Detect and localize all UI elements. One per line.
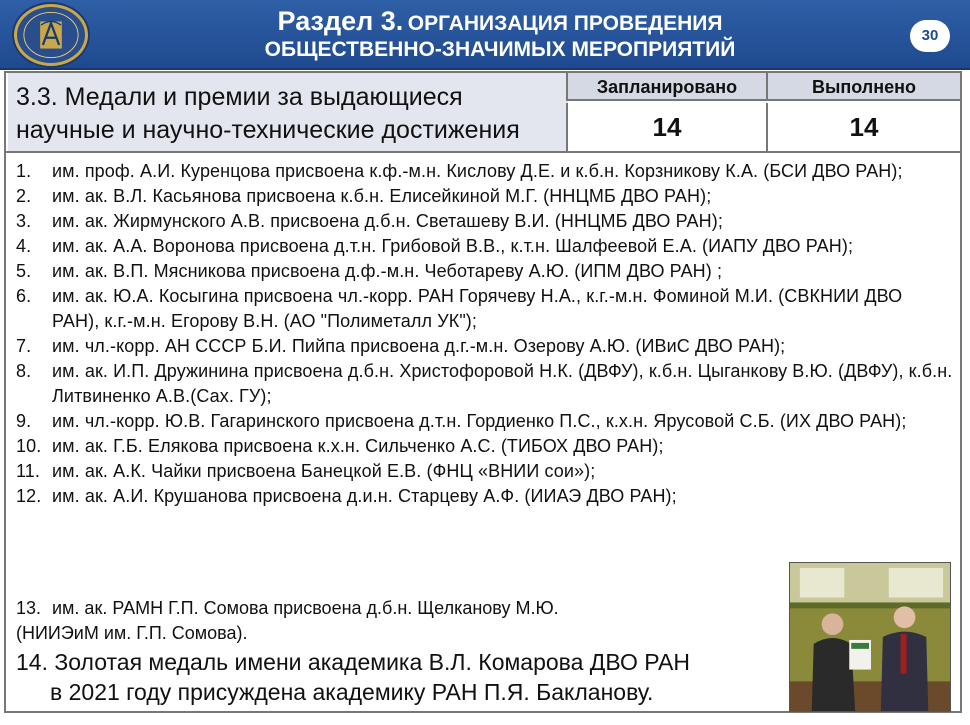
page-title-line2: ОБЩЕСТВЕННО-ЗНАЧИМЫХ МЕРОПРИЯТИЙ bbox=[264, 38, 736, 61]
list-item: 3. им. ак. Жирмунского А.В. присвоена д.б.н. Светашеву В.И. (ННЦМБ ДВО РАН); bbox=[16, 211, 723, 231]
list-item: 5. им. ак. В.П. Мясникова присвоена д.ф.-м.н. Чеботареву А.Ю. (ИПМ ДВО РАН) ; bbox=[16, 261, 723, 281]
subsection-title-line1: 3.3. Медали и премии за выдающиеся bbox=[16, 83, 463, 111]
subsection-title bbox=[8, 73, 568, 151]
header-band bbox=[0, 0, 970, 70]
section-label: Раздел 3. bbox=[277, 6, 404, 36]
page-title-line1 bbox=[170, 6, 830, 37]
list-item: 12. им. ак. А.И. Крушанова присвоена д.и.н. Старцеву А.Ф. (ИИАЭ ДВО РАН); bbox=[16, 486, 677, 506]
list-item: 7. им. чл.-корр. АН СССР Б.И. Пийпа присвоена д.г.-м.н. Озерову А.Ю. (ИВиС ДВО РАН); bbox=[16, 336, 786, 356]
list-item: 10. им. ак. Г.Б. Елякова присвоена к.х.н. Сильченко А.С. (ТИБОХ ДВО РАН); bbox=[16, 436, 664, 456]
done-value: 14 bbox=[766, 103, 960, 151]
subsection-title-line2: научные и научно-технические достижения bbox=[16, 116, 520, 144]
list-item: 2. им. ак. В.Л. Касьянова присвоена к.б.н. Елисейкиной М.Г. (ННЦМБ ДВО РАН); bbox=[16, 186, 712, 206]
list-item: 6. им. ак. Ю.А. Косыгина присвоена чл.-корр. РАН Горячеву Н.А., к.г.-м.н. Фоминой М.И. (СВКНИИ ДВО РАН), к.г.-м.н. Егорову В.Н. (АО "Полиметалл УК"); bbox=[16, 286, 903, 331]
planned-value: 14 bbox=[566, 103, 766, 151]
page-number-badge: 30 bbox=[910, 20, 950, 52]
gold-medal-statement: 14. Золотая медаль имени академика В.Л. Комарова ДВО РАН в 2021 году присуждена академику РАН П.Я. Бакланову. bbox=[16, 649, 690, 705]
list-item: 1. им. проф. А.И. Куренцова присвоена к.ф.-м.н. Кислову Д.Е. и к.б.н. Корзникову К.А. (БСИ ДВО РАН); bbox=[16, 161, 903, 181]
list-item: 4. им. ак. А.А. Воронова присвоена д.т.н. Грибовой В.В., к.т.н. Шалфеевой Е.А. (ИАПУ ДВО РАН); bbox=[16, 236, 854, 256]
summary-table bbox=[4, 71, 962, 153]
list-item: 11. им. ак. А.К. Чайки присвоена Банецкой Е.В. (ФНЦ «ВНИИ сои»); bbox=[16, 461, 596, 481]
title-part1: ОРГАНИЗАЦИЯ ПРОВЕДЕНИЯ bbox=[407, 12, 723, 35]
awards-list bbox=[16, 159, 954, 509]
list-item: 9. им. чл.-корр. Ю.В. Гагаринского присвоена д.т.н. Гордиенко П.С., к.х.н. Ярусовой С.Б. (ИХ ДВО РАН); bbox=[16, 411, 907, 431]
list-item-13: 13. им. ак. РАМН Г.П. Сомова присвоена д.б.н. Щелканову М.Ю. (НИИЭиМ им. Г.П. Сомова). bbox=[16, 598, 559, 643]
award-ceremony-photo bbox=[789, 562, 951, 712]
list-item: 8. им. ак. И.П. Дружинина присвоена д.б.н. Христофоровой Н.К. (ДВФУ), к.б.н. Цыганкову В.Ю. (ДВФУ), к.б.н. Литвиненко А.В.(Сах. ГУ); bbox=[16, 361, 953, 406]
done-header: Выполнено bbox=[766, 73, 960, 101]
planned-header: Запланировано bbox=[566, 73, 766, 101]
academy-emblem-icon bbox=[14, 4, 88, 66]
